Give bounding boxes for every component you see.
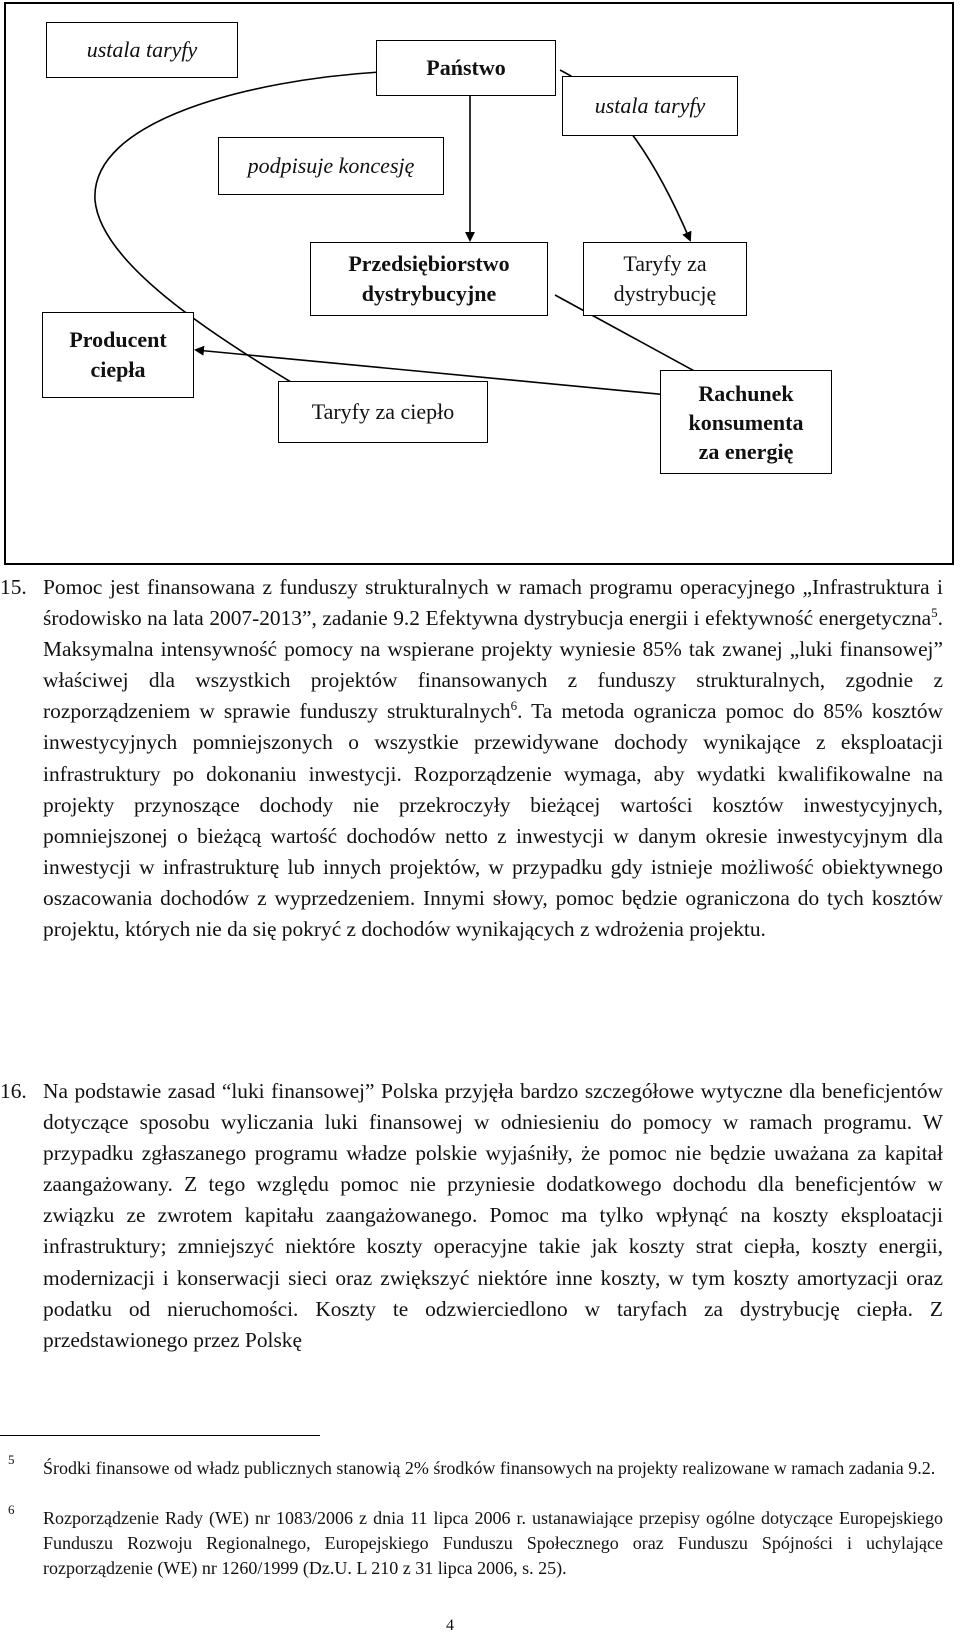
p15-footnote-ref-5[interactable]: 5: [931, 604, 938, 620]
box-state: [376, 40, 556, 96]
box-heat-tariffs: [278, 381, 488, 443]
sets-tariffs-right-label: ustala taryfy: [594, 93, 706, 119]
heat-tariffs-label: Taryfy za ciepło: [311, 399, 455, 425]
bill-line2: konsumenta: [688, 409, 804, 435]
p15-part-b: . Maksymalna intensywność pomocy na wspierane projekty wyniesie 85% tak zwanej „luki finansowej” właściwej dla wszystkich projektów finansowanych z funduszy strukturalnych, zgodnie z rozporządzeniem w sprawie funduszy strukturalnych: [43, 606, 943, 724]
state-label: Państwo: [426, 55, 506, 81]
distributor-line1: Przedsiębiorstwo: [348, 251, 510, 276]
footnote-6-text: Rozporządzenie Rady (WE) nr 1083/2006 z dnia 11 lipca 2006 r. ustanawiające przepisy ogólne dotyczące Europejskiego Funduszu Rozwoju Regionalnego, Europejskiego Funduszu Społecznego oraz Funduszu Spójności i uchylające rozporządzenie (WE) nr 1260/1999 (Dz.U. L 210 z 31 lipca 2006, s. 25).: [43, 1508, 943, 1578]
dist-tariffs-line1: Taryfy za: [623, 251, 707, 276]
box-sets-tariffs-top: [46, 22, 238, 78]
bill-line1: Rachunek: [698, 380, 794, 406]
paragraph-15-text: [43, 572, 943, 945]
footnote-5-number: 5: [8, 1452, 15, 1467]
p15-part-a: Pomoc jest finansowana z funduszy strukturalnych w ramach programu operacyjnego „Infrastruktura i środowisko na lata 2007-2013”, zadanie 9.2 Efektywna dystrybucja energii i efektywność energetyczna: [43, 575, 943, 631]
dist-tariffs-line2: dystrybucję: [613, 281, 717, 306]
paragraph-16-text: Na podstawie zasad “luki finansowej” Polska przyjęła bardzo szczegółowe wytyczne dla beneficjentów dotyczące sposobu wyliczania luki finansowej w odniesieniu do pomocy w ramach programu. W przypadku zgłaszanego programu władze polskie wyjaśniły, że pomoc nie będzie uważana za kapitał zaangażowany. Z tego względu pomoc nie przyniesie dodatkowego dochodu dla beneficjentów w związku ze zwrotem kapitału zaangażowanego. Pomoc ma tylko wpłynąć na koszty eksploatacji infrastruktury; zmniejszyć niektóre koszty operacyjne takie jak koszty strat ciepła, koszty energii, modernizacji i konserwacji sieci oraz zwiększyć niektóre inne koszty, w tym koszty amortyzacji oraz podatku od nieruchomości. Koszty te odzwierciedlono w taryfach za dystrybucję ciepła. Z przedstawionego przez Polskę: [43, 1079, 943, 1352]
box-distributor: [310, 242, 548, 316]
paragraph-16-number: 16.: [0, 1079, 27, 1103]
box-sets-tariffs-right: [562, 76, 738, 136]
box-producer: [42, 312, 194, 398]
bill-line3: za energię: [698, 438, 794, 464]
signs-license-label: podpisuje koncesję: [247, 153, 415, 179]
p15-part-c: . Ta metoda ogranicza pomoc do 85% kosztów inwestycyjnych pomniejszonych o wszystkie przewidywane dochody wynikające z eksploatacji infrastruktury po dokonaniu inwestycji. Rozporządzenie wymaga, aby wydatki kwalifikowalne na projekty przynoszące dochody nie przekroczyły bieżącej wartości kosztów inwestycyjnych, pomniejszonej o bieżącą wartość dochodów netto z inwestycji w danym okresie inwestycyjnym dla inwestycji w infrastrukturę lub innych projektów, w przypadku gdy istnieje możliwość obiektywnego oszacowania dochodów z wyprzedzeniem. Innymi słowy, pomoc będzie ograniczona do tych kosztów projektu, których nie da się pokryć z dochodów wynikających z wdrożenia projektu.: [43, 699, 944, 942]
producer-line2: ciepła: [90, 357, 146, 382]
box-sets-tariffs-top-label: ustala taryfy: [86, 37, 198, 63]
page-number: 4: [446, 1617, 454, 1634]
box-consumer-bill: [660, 370, 832, 474]
box-signs-license: [218, 137, 444, 195]
paragraph-15-number: 15.: [0, 575, 27, 599]
footnote-5-text: Środki finansowe od władz publicznych stanowią 2% środków finansowych na projekty realizowane w ramach zadania 9.2.: [43, 1458, 936, 1478]
p15-footnote-ref-6[interactable]: 6: [510, 698, 518, 714]
producer-line1: Producent: [69, 327, 167, 352]
box-dist-tariffs: [583, 242, 747, 316]
distributor-line2: dystrybucyjne: [361, 281, 497, 306]
footnote-6-number: 6: [8, 1502, 15, 1517]
footnote-separator: [0, 1435, 320, 1436]
